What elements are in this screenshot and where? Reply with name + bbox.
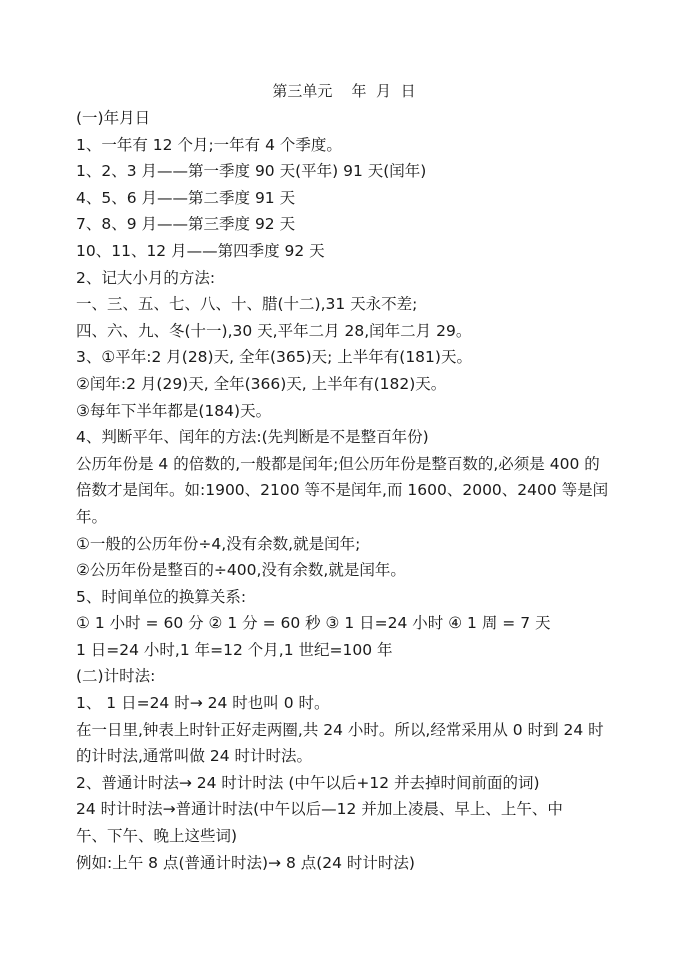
text-line: 2、记大小月的方法:: [76, 268, 216, 287]
document-body: [76, 105, 616, 876]
text-line: 一、三、五、七、八、十、腊(十二),31 天永不差;: [76, 295, 418, 314]
text-line: 1、2、3 月——第一季度 90 天(平年) 91 天(闰年): [76, 162, 427, 181]
text-line: 例如:上午 8 点(普通计时法)→ 8 点(24 时计时法): [76, 853, 415, 872]
text-line: ①一般的公历年份÷4,没有余数,就是闰年;: [76, 534, 361, 553]
text-line: ③每年下半年都是(184)天。: [76, 401, 272, 420]
text-line: 午、下午、晚上这些词): [76, 827, 238, 846]
heading-section-1: (一)年月日: [76, 109, 151, 127]
text-line: 5、时间单位的换算关系:: [76, 587, 247, 606]
text-line: 公历年份是 4 的倍数的,一般都是闰年;但公历年份是整百数的,必须是 400 的: [76, 454, 600, 473]
text-line: ②闰年:2 月(29)天, 全年(366)天, 上半年有(182)天。: [76, 374, 447, 393]
text-line: 4、5、6 月——第二季度 91 天: [76, 188, 296, 207]
text-line: 四、六、九、冬(十一),30 天,平年二月 28,闰年二月 29。: [76, 321, 472, 340]
text-line: 倍数才是闰年。如:1900、2100 等不是闰年,而 1600、2000、2400 等是闰: [76, 481, 609, 500]
text-line: 7、8、9 月——第三季度 92 天: [76, 215, 296, 234]
text-line: 10、11、12 月——第四季度 92 天: [76, 241, 325, 260]
text-line: 年。: [76, 507, 108, 526]
text-line: 1 日=24 小时,1 年=12 个月,1 世纪=100 年: [76, 640, 393, 659]
text-line: 1、 1 日=24 时→ 24 时也叫 0 时。: [76, 694, 330, 713]
text-line: 2、普通计时法→ 24 时计时法 (中午以后+12 并去掉时间前面的词): [76, 773, 540, 792]
text-line: 24 时计时法→普通计时法(中午以后—12 并加上凌晨、早上、上午、中: [76, 800, 563, 819]
heading-section-2: (二)计时法:: [76, 667, 156, 686]
text-line: 的计时法,通常叫做 24 时计时法。: [76, 747, 313, 766]
text-line: 4、判断平年、闰年的方法:(先判断是不是整百年份): [76, 428, 429, 447]
text-line: 在一日里,钟表上时针正好走两圈,共 24 小时。所以,经常采用从 0 时到 24 时: [76, 720, 604, 739]
text-line: ②公历年份是整百的÷400,没有余数,就是闰年。: [76, 561, 406, 580]
text-line: 1、一年有 12 个月;一年有 4 个季度。: [76, 135, 342, 154]
text-line: ① 1 小时 = 60 分 ② 1 分 = 60 秒 ③ 1 日=24 小时 ④ 1 周 = 7 天: [76, 614, 551, 633]
text-line: 3、①平年:2 月(28)天, 全年(365)天; 上半年有(181)天。: [76, 348, 472, 367]
page-title: 第三单元 年 月 日: [272, 82, 416, 100]
